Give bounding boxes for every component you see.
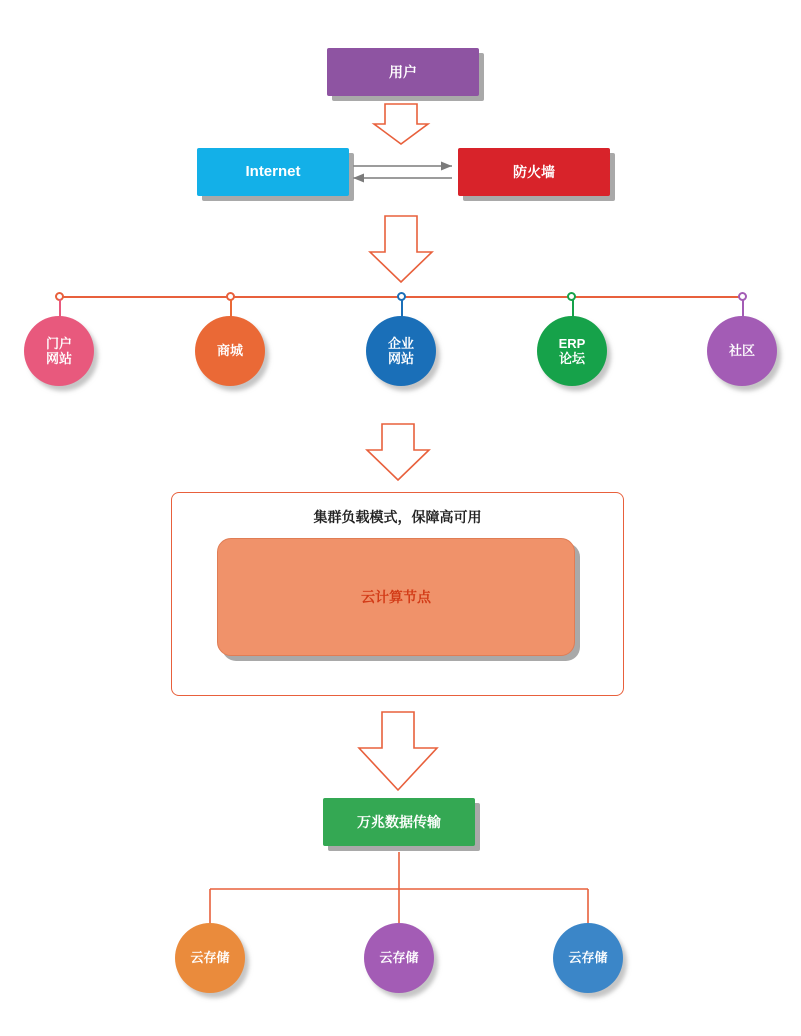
- down-arrow-channels-to-cluster: [367, 424, 429, 480]
- bus-stem-2: [401, 299, 403, 317]
- bidirectional-arrow-internet-firewall: [353, 162, 452, 183]
- node-cloud-storage-2[interactable]: [364, 923, 434, 993]
- transfer-to-storage-lines: [210, 852, 588, 923]
- bus-stem-3: [572, 299, 574, 317]
- node-channel-community-label: 社区: [728, 343, 755, 359]
- node-channel-erp-forum-label: ERP 论坛: [558, 335, 586, 366]
- node-cloud-storage-3[interactable]: [553, 923, 623, 993]
- down-arrow-network-to-bus: [370, 216, 432, 282]
- node-channel-community[interactable]: [707, 316, 777, 386]
- cluster-title: 集群负载模式，保障高可用: [313, 509, 482, 525]
- node-internet[interactable]: [197, 148, 349, 196]
- node-channel-portal-label: 门户 网站: [45, 335, 72, 366]
- node-user[interactable]: [327, 48, 479, 96]
- node-internet-label: Internet: [245, 163, 301, 181]
- node-channel-enterprise-site-label: 企业 网站: [387, 335, 414, 366]
- node-cloud-compute[interactable]: [217, 538, 575, 656]
- node-channel-erp-forum[interactable]: [537, 316, 607, 386]
- node-firewall-label: 防火墙: [513, 163, 555, 180]
- node-channel-mall-label: 商城: [216, 343, 243, 359]
- bus-stem-1: [230, 299, 232, 317]
- node-cloud-compute-label: 云计算节点: [361, 589, 431, 605]
- node-cloud-storage-1-label: 云存储: [190, 950, 230, 966]
- node-data-transfer-label: 万兆数据传输: [357, 813, 441, 830]
- node-firewall[interactable]: [458, 148, 610, 196]
- bus-stem-0: [59, 299, 61, 317]
- node-cloud-storage-1[interactable]: [175, 923, 245, 993]
- node-channel-portal[interactable]: [24, 316, 94, 386]
- node-cloud-storage-2-label: 云存储: [379, 950, 419, 966]
- node-cloud-storage-3-label: 云存储: [568, 950, 608, 966]
- down-arrow-user-to-network: [374, 104, 428, 144]
- node-channel-enterprise-site[interactable]: [366, 316, 436, 386]
- node-data-transfer[interactable]: [323, 798, 475, 846]
- down-arrow-cluster-to-transfer: [359, 712, 437, 790]
- bus-stem-4: [742, 299, 744, 317]
- node-user-label: 用户: [389, 63, 417, 80]
- node-channel-mall[interactable]: [195, 316, 265, 386]
